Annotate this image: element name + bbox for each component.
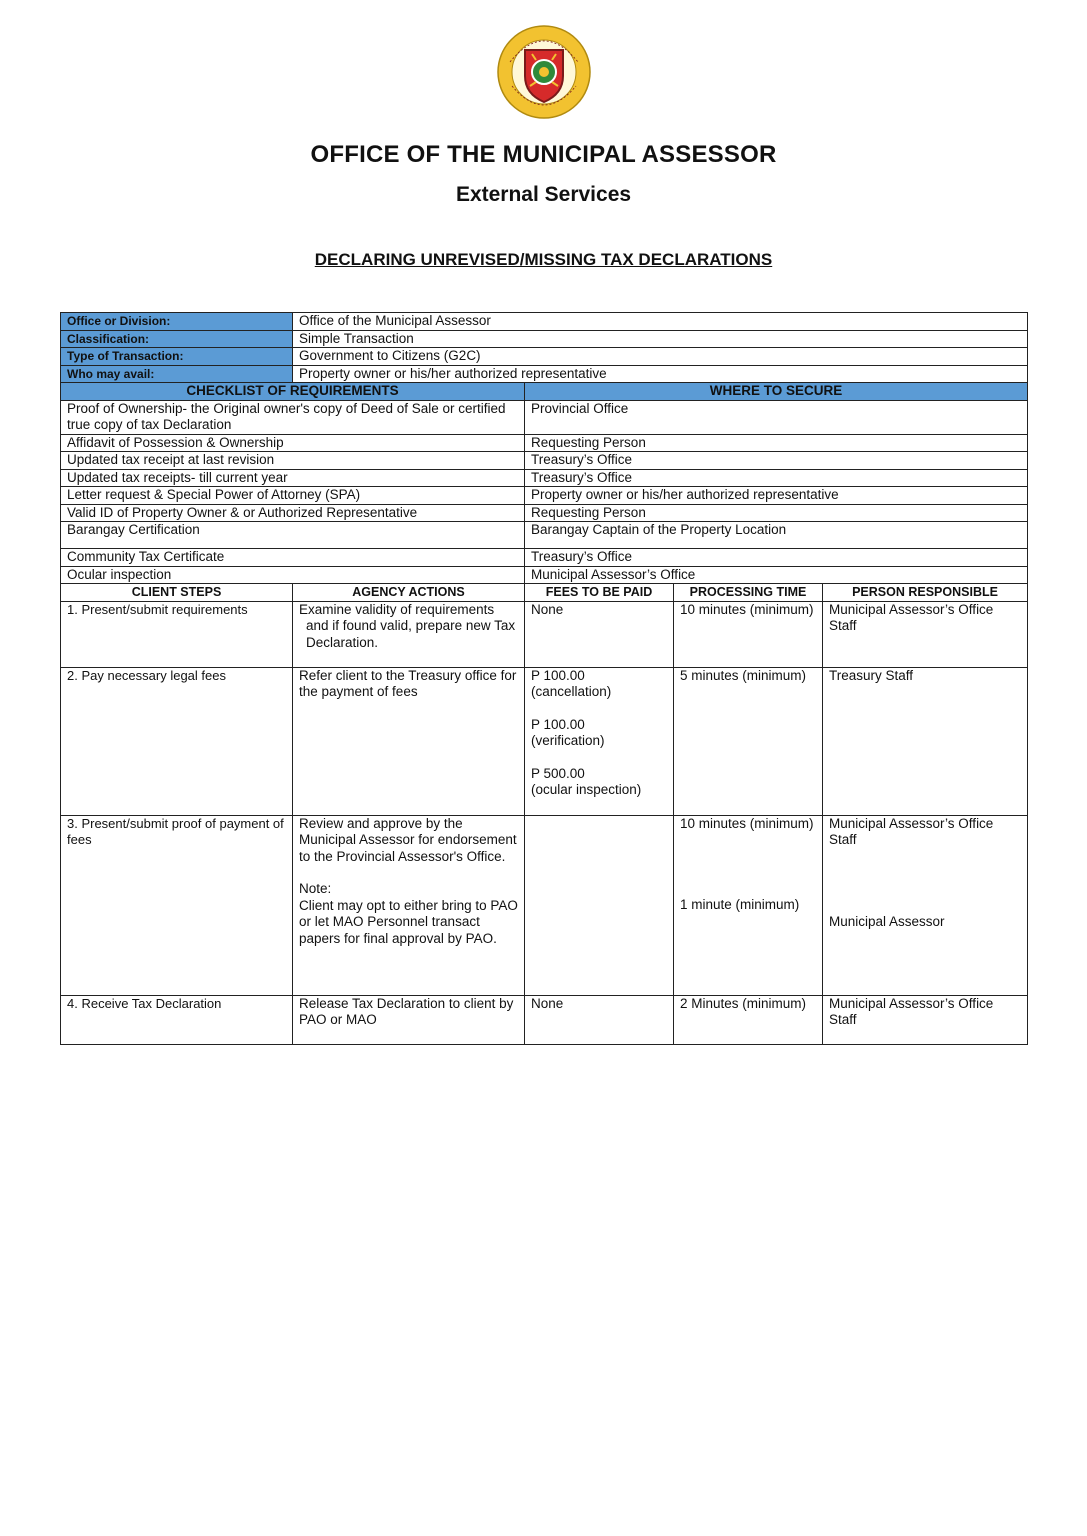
where-to-secure: Municipal Assessor’s Office — [525, 566, 1028, 584]
requirement: Updated tax receipt at last revision — [61, 452, 525, 470]
processing-time-review: 10 minutes (minimum) — [680, 815, 814, 831]
service-title: DECLARING UNREVISED/MISSING TAX DECLARATIONS — [314, 250, 773, 269]
fee: None — [525, 995, 674, 1044]
info-row — [61, 348, 1028, 366]
info-value: Government to Citizens (G2C) — [293, 348, 1028, 366]
info-row — [61, 313, 1028, 331]
requirement: Barangay Certification — [61, 522, 525, 549]
checklist-row — [61, 487, 1028, 505]
checklist-header: CHECKLIST OF REQUIREMENTS — [61, 383, 525, 401]
processing-time-header: PROCESSING TIME — [674, 584, 823, 602]
fee-amount: P 100.00 — [531, 716, 585, 732]
services-subtitle: External Services — [455, 183, 632, 206]
person-responsible: Municipal Assessor’s Office Staff — [823, 995, 1028, 1044]
agency-action — [293, 815, 525, 995]
client-step: 3. Present/submit proof of payment of fees — [61, 815, 293, 995]
person-responsible — [823, 815, 1028, 995]
requirement: Letter request & Special Power of Attorney (SPA) — [61, 487, 525, 505]
where-to-secure: Requesting Person — [525, 434, 1028, 452]
agency-action: Refer client to the Treasury office for the payment of fees — [293, 667, 525, 815]
note-text: Client may opt to either bring to PAO or let MAO Personnel transact papers for final approval by PAO. — [299, 897, 518, 946]
processing-time: 5 minutes (minimum) — [674, 667, 823, 815]
fee-amount: P 100.00 — [531, 667, 585, 683]
client-steps-header: CLIENT STEPS — [61, 584, 293, 602]
person-responsible-approval: Municipal Assessor — [829, 913, 945, 929]
citizen-charter-table — [60, 312, 1028, 1045]
step-row — [61, 815, 1028, 995]
where-to-secure-header: WHERE TO SECURE — [525, 383, 1028, 401]
requirement: Proof of Ownership- the Original owner's copy of Deed of Sale or certified true copy of tax Declaration — [61, 400, 525, 434]
checklist-row — [61, 522, 1028, 549]
checklist-header-row — [61, 383, 1028, 401]
info-label: Type of Transaction: — [61, 348, 293, 366]
client-step: 2. Pay necessary legal fees — [61, 667, 293, 815]
step-row — [61, 601, 1028, 667]
agency-action — [293, 601, 525, 667]
info-row — [61, 365, 1028, 383]
where-to-secure: Treasury’s Office — [525, 549, 1028, 567]
processing-time: 2 Minutes (minimum) — [674, 995, 823, 1044]
processing-time-approval: 1 minute (minimum) — [680, 897, 800, 912]
checklist-row — [61, 452, 1028, 470]
agency-action-text: Examine validity of requirements — [299, 601, 495, 617]
info-label: Who may avail: — [61, 365, 293, 383]
requirement: Community Tax Certificate — [61, 549, 525, 567]
fees-header: FEES TO BE PAID — [525, 584, 674, 602]
fee-amount: P 500.00 — [531, 765, 585, 781]
processing-time — [674, 815, 823, 995]
checklist-row — [61, 549, 1028, 567]
person-responsible: Treasury Staff — [823, 667, 1028, 815]
client-step: 4. Receive Tax Declaration — [61, 995, 293, 1044]
agency-action-text: Review and approve by the Municipal Assessor for endorsement to the Provincial Assessor's Office. — [299, 815, 517, 864]
steps-header-row — [61, 584, 1028, 602]
fee-purpose: (ocular inspection) — [531, 782, 642, 797]
agency-action-continued: and if found valid, prepare new Tax Declaration. — [306, 618, 516, 650]
requirement: Updated tax receipts- till current year — [61, 469, 525, 487]
person-responsible: Municipal Assessor’s Office Staff — [823, 601, 1028, 667]
where-to-secure: Requesting Person — [525, 504, 1028, 522]
where-to-secure: Treasury’s Office — [525, 469, 1028, 487]
checklist-row — [61, 434, 1028, 452]
municipal-seal-logo — [496, 24, 592, 120]
requirement: Ocular inspection — [61, 566, 525, 584]
fee — [525, 815, 674, 995]
fee-purpose: (cancellation) — [531, 684, 612, 699]
checklist-row — [61, 400, 1028, 434]
info-value: Office of the Municipal Assessor — [293, 313, 1028, 331]
info-value: Simple Transaction — [293, 330, 1028, 348]
fee-purpose: (verification) — [531, 733, 605, 748]
checklist-row — [61, 504, 1028, 522]
info-label: Classification: — [61, 330, 293, 348]
step-row — [61, 667, 1028, 815]
fee: None — [525, 601, 674, 667]
fee-list — [525, 667, 674, 815]
checklist-row — [61, 566, 1028, 584]
where-to-secure: Property owner or his/her authorized representative — [525, 487, 1028, 505]
processing-time: 10 minutes (minimum) — [674, 601, 823, 667]
agency-action: Release Tax Declaration to client by PAO or MAO — [293, 995, 525, 1044]
agency-actions-header: AGENCY ACTIONS — [293, 584, 525, 602]
where-to-secure: Barangay Captain of the Property Location — [525, 522, 1028, 549]
note-label: Note: — [299, 881, 332, 896]
office-title: OFFICE OF THE MUNICIPAL ASSESSOR — [310, 141, 777, 168]
where-to-secure: Provincial Office — [525, 400, 1028, 434]
checklist-row — [61, 469, 1028, 487]
requirement: Valid ID of Property Owner & or Authorized Representative — [61, 504, 525, 522]
person-responsible-review: Municipal Assessor’s Office Staff — [829, 815, 994, 847]
client-step: 1. Present/submit requirements — [61, 601, 293, 667]
info-label: Office or Division: — [61, 313, 293, 331]
where-to-secure: Treasury’s Office — [525, 452, 1028, 470]
requirement: Affidavit of Possession & Ownership — [61, 434, 525, 452]
step-row — [61, 995, 1028, 1044]
info-value: Property owner or his/her authorized representative — [293, 365, 1028, 383]
info-row — [61, 330, 1028, 348]
person-responsible-header: PERSON RESPONSIBLE — [823, 584, 1028, 602]
